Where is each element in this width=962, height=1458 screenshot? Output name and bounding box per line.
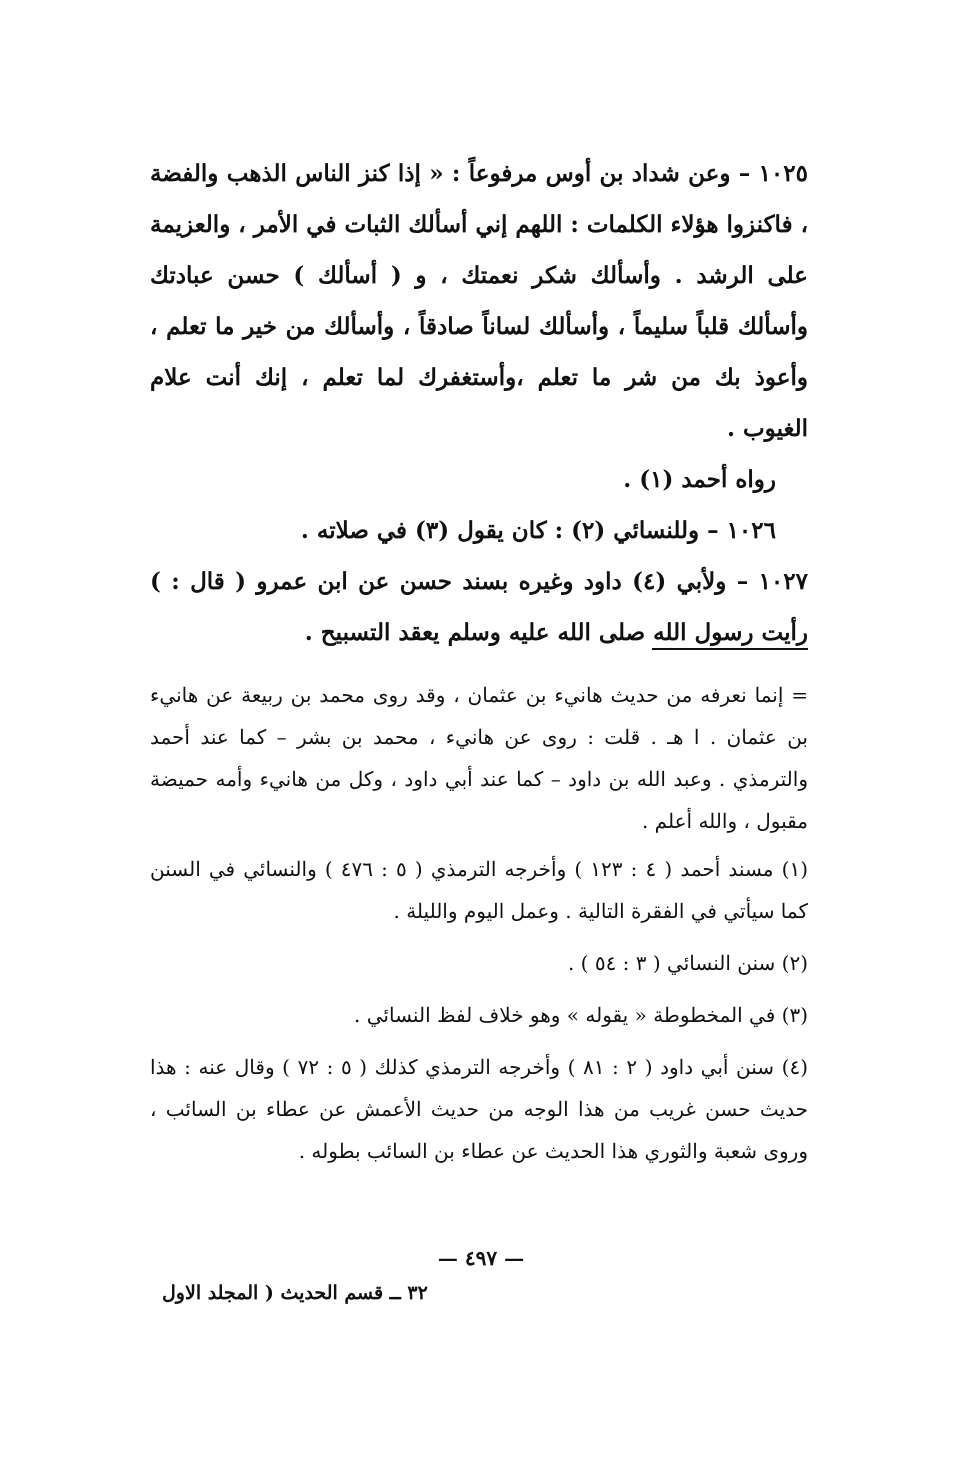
hadith-1026: ١٠٢٦ – وللنسائي (٢) : كان يقول (٣) في صلاته .: [300, 517, 776, 544]
footnote-3: (٣) في المخطوطة « يقوله » وهو خلاف لفظ النسائي .: [354, 1003, 808, 1027]
hadith-1027: ١٠٢٧ – ولأبي (٤) داود وغيره بسند حسن عن ابن عمرو ( قال : ) رأيت رسول الله صلى الله عليه وسلم يعقد التسبيح .: [150, 568, 808, 646]
footnote-continuation: = إنما نعرفه من حديث هانيء بن عثمان ، وقد روى محمد بن ربيعة عن هانيء بن عثمان . ا هـ . قلت : روى عن هانيء ، محمد بن بشر – كما عند أحمد والترمذي . وعبد الله بن داود – كما عند أبي داود ، وكل من هانيء وأمه حميضة مقبول ، والله أعلم .: [150, 683, 808, 833]
footnotes: [150, 674, 808, 1182]
footnote-1: (١) مسند أحمد ( ٤ : ١٢٣ ) وأخرجه الترمذي ( ٥ : ٤٧٦ ) والنسائي في السنن كما سيأتي في الفقرة التالية . وعمل اليوم والليلة .: [150, 857, 809, 923]
footnote-2: (٢) سنن النسائي ( ٣ : ٥٤ ) .: [567, 951, 808, 975]
footnote-separator: [652, 648, 808, 650]
main-text: [150, 148, 808, 658]
footnote-4: (٤) سنن أبي داود ( ٢ : ٨١ ) وأخرجه الترمذي كذلك ( ٥ : ٧٢ ) وقال عنه : هذا حديث حسن غريب من هذا الوجه من حديث الأعمش عن عطاء بن السائب ، وروى شعبة والثوري هذا الحديث عن عطاء بن السائب بطوله .: [150, 1055, 809, 1163]
printer-signature: ٣٢ ــ قسم الحديث ( المجلد الاول: [162, 1282, 428, 1304]
hadith-1025-source: رواه أحمد (١) .: [623, 466, 776, 493]
page-number: — ٤٩٧ —: [437, 1246, 525, 1270]
hadith-1025: ١٠٢٥ – وعن شداد بن أوس مرفوعاً : « إذا كنز الناس الذهب والفضة ، فاكنزوا هؤلاء الكلمات : اللهم إني أسألك الثبات في الأمر ، والعزيمة على الرشد . وأسألك شكر نعمتك ، و ( أسألك ) حسن عبادتك وأسألك قلباً سليماً ، وأسألك لساناً صادقاً ، وأسألك من خير ما تعلم ، وأعوذ بك من شر ما تعلم ،وأستغفرك لما تعلم ، إنك أنت علام الغيوب .: [149, 160, 808, 442]
